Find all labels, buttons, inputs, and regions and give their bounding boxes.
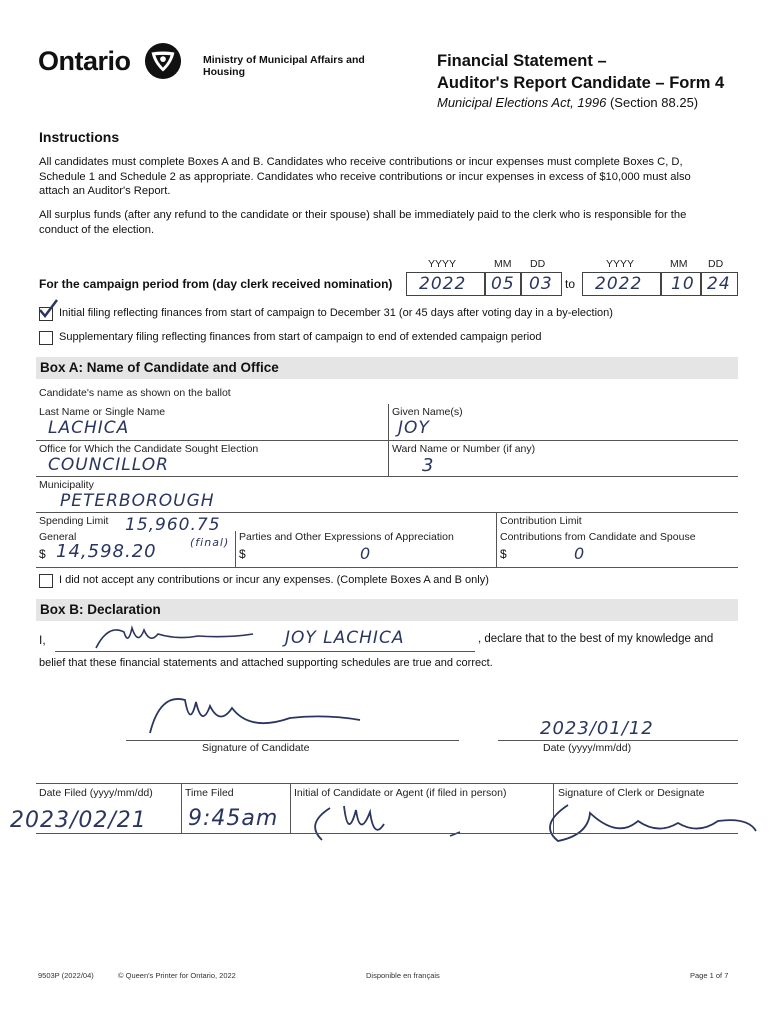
title-line-2: Auditor's Report Candidate – Form 4 <box>437 74 725 92</box>
form-title <box>437 50 757 94</box>
candidate-signature-icon <box>140 688 370 743</box>
rule <box>36 512 738 513</box>
act-reference <box>437 95 698 110</box>
parties-label: Parties and Other Expressions of Appreciation <box>239 531 454 543</box>
box-b-heading: Box B: Declaration <box>40 602 161 617</box>
last-name-value: LACHICA <box>48 418 130 438</box>
from-yyyy-header: YYYY <box>428 258 457 270</box>
ballot-note: Candidate's name as shown on the ballot <box>39 387 231 399</box>
parties-value: 0 <box>360 544 372 563</box>
to-month-value: 10 <box>671 274 695 294</box>
filing-divider <box>181 783 182 833</box>
instructions-para-2: All surplus funds (after any refund to the candidate or their spouse) shall be immediately paid to the clerk who is responsible for the conduct of the election. <box>39 209 687 236</box>
trillium-icon <box>144 42 182 80</box>
rule <box>36 476 738 477</box>
declarant-line <box>55 651 475 652</box>
to-dd-header: DD <box>708 258 724 270</box>
spending-limit-value: 15,960.75 <box>125 515 221 535</box>
date-filed-value: 2023/02/21 <box>10 808 147 833</box>
no-contributions-label: I did not accept any contributions or incur any expenses. (Complete Boxes A and B only) <box>59 574 489 586</box>
declaration-signature-icon <box>88 618 258 654</box>
signature-line <box>126 740 459 741</box>
initial-signature-icon <box>300 800 480 846</box>
french-availability: Disponible en français <box>366 971 440 980</box>
sign-date-label: Date (yyyy/mm/dd) <box>543 742 632 754</box>
contribution-limit-label: Contribution Limit <box>500 515 582 527</box>
given-name-label: Given Name(s) <box>392 406 463 418</box>
time-filed-label: Time Filed <box>185 787 234 799</box>
ontario-logo-text: Ontario <box>38 46 131 76</box>
no-contributions-checkbox[interactable] <box>39 574 53 588</box>
to-year-value: 2022 <box>595 274 643 294</box>
spending-limit-label: Spending Limit <box>39 515 109 527</box>
from-mm-header: MM <box>494 258 512 270</box>
municipality-value: PETERBOROUGH <box>60 491 215 511</box>
from-dd-header: DD <box>530 258 546 270</box>
date-filed-label: Date Filed (yyyy/mm/dd) <box>39 787 153 799</box>
rule <box>36 440 738 441</box>
municipality-label: Municipality <box>39 479 94 491</box>
declarant-name: JOY LACHICA <box>285 628 405 648</box>
instructions-heading: Instructions <box>39 129 120 145</box>
office-value: COUNCILLOR <box>48 455 169 475</box>
name-divider <box>388 404 389 440</box>
sign-date-line <box>498 740 738 741</box>
ward-label: Ward Name or Number (if any) <box>392 443 536 455</box>
act-section: (Section 88.25) <box>609 95 699 110</box>
last-name-label: Last Name or Single Name <box>39 406 166 418</box>
filing-divider <box>290 783 291 833</box>
contributions-cs-label: Contributions from Candidate and Spouse <box>500 531 696 543</box>
box-a-header <box>36 357 738 379</box>
office-divider <box>388 440 389 476</box>
general-value: 14,598.20 <box>56 541 157 562</box>
initial-filing-label: Initial filing reflecting finances from start of campaign to December 31 (or 45 days after voting day in a by-election) <box>59 307 613 319</box>
from-year-field[interactable] <box>406 272 486 296</box>
signature-label: Signature of Candidate <box>202 742 310 754</box>
act-name: Municipal Elections Act, 1996 <box>437 95 607 110</box>
final-note: (final) <box>190 536 230 549</box>
office-label: Office for Which the Candidate Sought Election <box>39 443 259 455</box>
campaign-period-label: For the campaign period from (day clerk received nomination) <box>39 277 393 291</box>
to-day-value: 24 <box>707 274 731 294</box>
initial-label: Initial of Candidate or Agent (if filed in person) <box>294 787 507 799</box>
declare-text: , declare that to the best of my knowledge and <box>478 633 714 645</box>
from-day-value: 03 <box>529 274 553 294</box>
parties-dollar-sign: $ <box>239 547 246 561</box>
to-mm-header: MM <box>670 258 688 270</box>
from-year-value: 2022 <box>419 274 467 294</box>
from-month-field[interactable] <box>484 272 522 296</box>
clerk-signature-icon <box>528 795 763 850</box>
rule <box>36 833 738 834</box>
contrib-value: 0 <box>574 544 586 563</box>
contribution-divider <box>496 512 497 567</box>
rule <box>36 567 738 568</box>
instructions-para-1: All candidates must complete Boxes A and B. Candidates who receive contributions or incur expenses must complete Boxes C, D, Schedule 1 and Schedule 2 as appropriate. Candidates who receive contributions or incur expenses in excess of $10,000 must also attach an Auditor's Report. <box>39 156 691 197</box>
general-dollar-sign: $ <box>39 547 46 561</box>
from-month-value: 05 <box>491 274 515 294</box>
to-month-field[interactable] <box>660 272 702 296</box>
supplementary-filing-label: Supplementary filing reflecting finances from start of campaign to end of extended campaign period <box>59 331 542 343</box>
declaration-i: I, <box>39 633 46 647</box>
form-number: 9503P (2022/04) <box>38 971 94 980</box>
ministry-name: Ministry of Municipal Affairs and Housing <box>203 54 365 78</box>
title-line-1: Financial Statement – <box>437 52 607 70</box>
checkmark-icon <box>37 299 59 319</box>
to-day-field[interactable] <box>700 272 738 296</box>
from-day-field[interactable] <box>520 272 562 296</box>
box-a-heading: Box A: Name of Candidate and Office <box>40 360 279 375</box>
given-name-value: JOY <box>398 418 430 438</box>
page-number: Page 1 of 7 <box>690 971 729 980</box>
sign-date-value: 2023/01/12 <box>540 718 654 739</box>
initial-filing-checkbox[interactable] <box>39 307 53 321</box>
general-divider <box>235 531 236 567</box>
belief-text: belief that these financial statements and attached supporting schedules are true and correct. <box>39 657 493 669</box>
clerk-signature-label: Signature of Clerk or Designate <box>558 787 705 799</box>
copyright: © Queen's Printer for Ontario, 2022 <box>118 971 236 980</box>
to-year-field[interactable] <box>582 272 662 296</box>
time-filed-value: 9:45am <box>188 806 279 831</box>
supplementary-filing-checkbox[interactable] <box>39 331 53 345</box>
contrib-dollar-sign: $ <box>500 547 507 561</box>
general-label: General <box>39 531 77 543</box>
rule <box>36 783 738 784</box>
ward-value: 3 <box>422 455 435 476</box>
to-yyyy-header: YYYY <box>606 258 635 270</box>
period-to-label: to <box>565 277 576 291</box>
